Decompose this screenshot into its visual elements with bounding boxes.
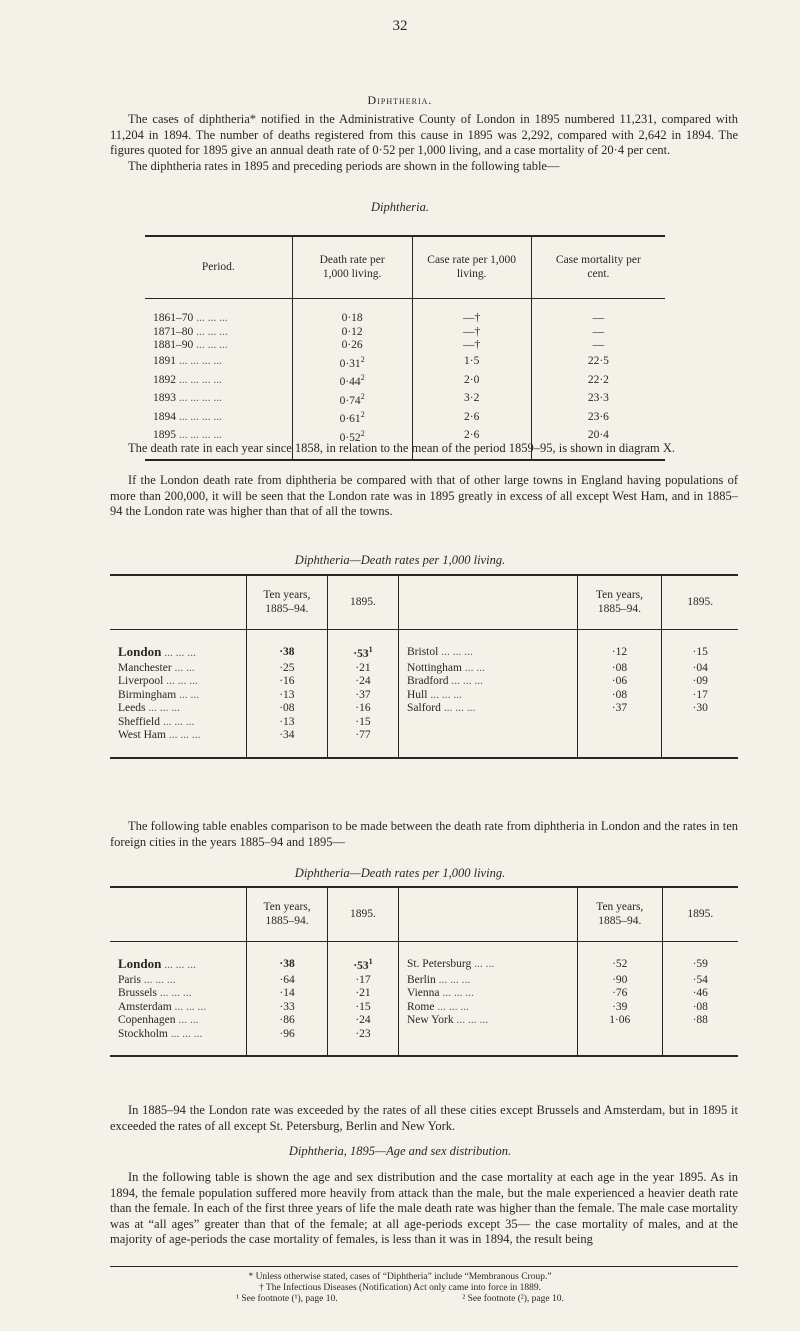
table-row: [145, 326, 665, 340]
spacer-cell: [110, 1041, 247, 1056]
row-label: [110, 689, 246, 703]
row-label: [145, 312, 292, 326]
year-1895-cell: ·17: [328, 974, 399, 988]
row-name: Sheffield: [118, 715, 160, 728]
row-label: [145, 390, 292, 408]
table-row: [145, 390, 665, 408]
header-death-rate: Death rate per 1,000 living.: [292, 236, 412, 298]
row-label: [110, 974, 247, 988]
case-mortality-cell: 23·3: [531, 390, 665, 408]
row-name: 1893: [153, 392, 176, 405]
row-label: [399, 689, 578, 703]
table-row: [145, 339, 665, 353]
leader-dots: ... ... ...: [167, 1027, 203, 1040]
row-name: Vienna: [406, 987, 440, 1000]
header-ten-years-left: Ten years, 1885–94.: [247, 887, 328, 941]
leader-dots: ... ... ... ...: [176, 410, 222, 423]
spacer-cell: [328, 1041, 399, 1056]
ten-years-cell: ·16: [246, 675, 327, 689]
paragraph-5: The following table enables comparison to be made between the death rate from diphtheria in London and the rates in ten foreign cities in the years 1885–94 and 1895—: [110, 819, 738, 849]
ten-years-cell: ·38: [247, 955, 328, 973]
row-name: Bradford: [407, 675, 449, 688]
row-name: London: [118, 643, 162, 659]
row-name: Copenhagen: [118, 1014, 176, 1027]
row-name: Salford: [407, 702, 441, 715]
leader-dots: ... ... ...: [435, 973, 471, 986]
year-1895-cell: ·37: [327, 689, 398, 703]
row-name: Brussels: [118, 987, 157, 1000]
year-1895-cell: ·46: [662, 987, 738, 1001]
spacer-cell: [110, 743, 246, 758]
table-row: [110, 675, 738, 689]
year-1895-cell: ·08: [662, 1001, 738, 1015]
spacer-cell: [662, 941, 738, 955]
leader-dots: ... ... ...: [165, 729, 201, 742]
row-label: [110, 729, 246, 743]
subheading: Diphtheria, 1895—Age and sex distribution.: [288, 1144, 512, 1158]
spacer-cell: [399, 629, 578, 643]
row-label: [110, 643, 246, 661]
death-rate-cell: $0\cdot 52^2$: [292, 427, 412, 445]
spacer-cell: [577, 629, 662, 643]
year-1895-cell: ·77: [327, 729, 398, 743]
header-ten-years-right: Ten years, 1885–94.: [577, 575, 662, 629]
leader-dots: ... ...: [175, 1014, 199, 1027]
case-mortality-cell: 20·4: [531, 427, 665, 445]
footnote-ref: 2: [360, 410, 365, 420]
year-1895-cell: ·15: [662, 643, 738, 661]
spacer-cell: [578, 1041, 663, 1056]
row-name: Rome: [406, 1000, 435, 1013]
row-name: 1892: [153, 373, 176, 386]
ten-years-cell: ·08: [577, 689, 662, 703]
ten-years-cell: ·37: [577, 702, 662, 716]
header-ten-years-left: Ten years, 1885–94.: [246, 575, 327, 629]
year-1895-cell: ·04: [662, 662, 738, 676]
ten-years-cell: ·25: [246, 662, 327, 676]
case-mortality-cell: —: [531, 339, 665, 353]
table-row: [110, 689, 738, 703]
empty-cell: [399, 729, 578, 743]
leader-dots: ... ... ...: [161, 646, 196, 659]
ten-years-cell: ·64: [247, 974, 328, 988]
ten-years-cell: ·33: [247, 1001, 328, 1015]
footnote-4: ² See footnote (²), page 10.: [462, 1294, 564, 1304]
paragraph-1: The cases of diphtheria* notified in the Administrative County of London in 1895 numbered 11,231, compared with 11,204 in 1894. The number of deaths registered from this cause in 1895 was 2,292, compared with 2,642 in 1894. The figures quoted for 1895 give an annual death rate of 0·52 per 1,000 living, and a case mortality of 20·4 per cent.: [110, 112, 738, 157]
row-label: [145, 353, 292, 371]
case-mortality-cell: —: [531, 326, 665, 340]
table1-caption: Diphtheria.: [371, 200, 429, 214]
row-label: [110, 1028, 247, 1042]
table-row: [110, 955, 738, 973]
row-name: New York: [406, 1014, 454, 1027]
leader-dots: ... ... ...: [427, 688, 462, 701]
ten-years-cell: ·06: [577, 675, 662, 689]
header-case-mortality: Case mortality per cent.: [531, 236, 665, 298]
row-name: Hull: [407, 688, 428, 701]
year-1895-cell: ·23: [328, 1028, 399, 1042]
year-1895-cell: ·15: [327, 716, 398, 730]
spacer-cell: [247, 941, 328, 955]
footnote-ref: 1: [368, 645, 373, 655]
spacer-cell: [246, 743, 327, 758]
footnote-3-4: [0, 1294, 800, 1305]
case-rate-cell: 2·6: [412, 408, 531, 426]
spacer-cell: [110, 629, 246, 643]
footnote-divider: [110, 1266, 738, 1267]
leader-dots: ... ... ...: [193, 312, 228, 325]
leader-dots: ... ... ... ...: [176, 373, 222, 386]
spacer-cell: [247, 1041, 328, 1056]
death-rate-cell: $0\cdot 74^2$: [292, 390, 412, 408]
death-rate-cell: $0\cdot 44^2$: [292, 371, 412, 389]
case-rate-cell: 1·5: [412, 353, 531, 371]
paragraph-4: If the London death rate from diphtheria be compared with that of other large towns in England having populations of more than 200,000, it will be seen that the London rate was in 1895 greatly in excess of all except West Ham, and in 1885–94 the London rate was higher than that of all the towns.: [110, 473, 738, 518]
row-name: Leeds: [118, 702, 146, 715]
ten-years-cell: ·14: [247, 987, 328, 1001]
spacer-cell: [110, 941, 247, 955]
row-label: [399, 675, 578, 689]
row-label: [398, 987, 577, 1001]
case-mortality-cell: 22·5: [531, 353, 665, 371]
row-name: London: [118, 955, 162, 971]
table-row: [145, 312, 665, 326]
empty-cell: [578, 1028, 663, 1042]
year-1895-cell: ·21: [328, 987, 399, 1001]
leader-dots: ... ... ... ...: [176, 355, 222, 368]
spacer-row: [110, 941, 738, 955]
case-rate-cell: 2·6: [412, 427, 531, 445]
ten-years-cell: ·52: [578, 955, 663, 973]
header-period: Period.: [201, 261, 235, 274]
case-rate-cell: —†: [412, 312, 531, 326]
page-number: 32: [392, 18, 408, 34]
spacer-cell: [577, 743, 662, 758]
section-title: Diphtheria.: [367, 93, 433, 107]
spacer-row: [110, 629, 738, 643]
leader-dots: ... ... ...: [145, 702, 180, 715]
table-row: [110, 729, 738, 743]
spacer-cell: [398, 1041, 577, 1056]
case-rate-cell: —†: [412, 326, 531, 340]
leader-dots: ... ...: [171, 661, 195, 674]
row-label: [399, 702, 578, 716]
row-name: Bristol: [407, 645, 439, 658]
spacer-cell: [145, 298, 292, 312]
table3-caption: Diphtheria—Death rates per 1,000 living.: [294, 866, 506, 880]
row-name: 1891: [153, 355, 176, 368]
spacer-cell: [246, 629, 327, 643]
row-label: [398, 1001, 577, 1015]
ten-years-cell: ·86: [247, 1014, 328, 1028]
table-row: [110, 974, 738, 988]
table-row: [110, 987, 738, 1001]
english-towns-table: [110, 574, 738, 759]
row-label: [145, 339, 292, 353]
table2-caption: Diphtheria—Death rates per 1,000 living.: [294, 553, 506, 567]
empty-cell: [662, 716, 738, 730]
table-row: [110, 1014, 738, 1028]
leader-dots: ... ... ...: [161, 958, 196, 971]
leader-dots: ... ... ...: [171, 1000, 207, 1013]
death-rate-cell: 0·18: [292, 312, 412, 326]
row-name: 1894: [153, 410, 176, 423]
case-mortality-cell: 23·6: [531, 408, 665, 426]
row-name: Stockholm: [118, 1027, 168, 1040]
ten-years-cell: ·13: [246, 689, 327, 703]
footnote-1: * Unless otherwise stated, cases of “Diphtheria” include “Membranous Croup.”: [248, 1272, 552, 1282]
row-label: [399, 643, 578, 661]
row-name: 1895: [153, 428, 176, 441]
row-name: St. Petersburg: [406, 957, 472, 970]
spacer-cell: [398, 941, 577, 955]
ten-years-cell: ·76: [578, 987, 663, 1001]
footnote-3: ¹ See footnote (¹), page 10.: [236, 1294, 338, 1304]
paragraph-7: In the following table is shown the age and sex distribution and the case mortality at each age in the year 1895. As in 1894, the female population suffered more heavily from attack than the male, but the male experienced a heavier death rate than the female. In each of the first three years of life the male death rate was higher than the female. The male case mortality was at “all ages” greater than that of the female; at all age-periods except 35— the case mortality of males, and at the majority of age-periods the case mortality of females, is less than it was in 1894, the result being: [110, 1170, 738, 1246]
leader-dots: ... ... ...: [156, 987, 192, 1000]
spacer-cell: [292, 298, 412, 312]
row-label: [110, 702, 246, 716]
spacer-row: [110, 1041, 738, 1056]
table-row: [110, 643, 738, 661]
row-label: [145, 371, 292, 389]
ten-years-cell: ·38: [246, 643, 327, 661]
spacer-cell: [327, 743, 398, 758]
year-1895-cell: ·15: [328, 1001, 399, 1015]
header-1895-right: 1895.: [662, 887, 738, 941]
empty-cell: [577, 716, 662, 730]
paragraph-2: The diphtheria rates in 1895 and preceding periods are shown in the following table—: [128, 159, 560, 173]
table-row: [110, 716, 738, 730]
row-label: [145, 408, 292, 426]
foreign-cities-table: [110, 886, 738, 1057]
row-name: Manchester: [118, 661, 172, 674]
row-name: West Ham: [118, 729, 166, 742]
row-name: 1871–80: [153, 325, 194, 338]
table-row: [145, 371, 665, 389]
diphtheria-rates-table: [145, 235, 665, 461]
spacer-cell: [399, 743, 578, 758]
leader-dots: ... ...: [176, 688, 200, 701]
spacer-cell: [531, 298, 665, 312]
row-label: [110, 716, 246, 730]
leader-dots: ... ... ...: [440, 702, 476, 715]
row-label: [110, 1001, 247, 1015]
row-label: [110, 675, 246, 689]
case-rate-cell: —†: [412, 339, 531, 353]
footnote-ref: 2: [360, 354, 365, 364]
leader-dots: ... ...: [461, 661, 485, 674]
footnote-2: † The Infectious Diseases (Notification) Act only came into force in 1889.: [258, 1283, 542, 1293]
spacer-cell: [327, 629, 398, 643]
table-row: [110, 702, 738, 716]
row-label: [110, 955, 247, 973]
death-rate-cell: $0\cdot 31^2$: [292, 353, 412, 371]
case-rate-cell: 3·2: [412, 390, 531, 408]
spacer-cell: [328, 941, 399, 955]
paragraph-3: The death rate in each year since 1858, in relation to the mean of the period 1859–95, is shown in diagram X.: [128, 441, 676, 455]
spacer-row: [110, 743, 738, 758]
row-name: Nottingham: [407, 661, 462, 674]
year-1895-cell: ·59: [662, 955, 738, 973]
row-label: [110, 662, 246, 676]
leader-dots: ... ... ...: [438, 645, 473, 658]
leader-dots: ... ... ...: [434, 1000, 469, 1013]
row-label: [398, 1014, 577, 1028]
leader-dots: ... ... ...: [439, 987, 474, 1000]
year-1895-cell: ·88: [662, 1014, 738, 1028]
case-rate-cell: 2·0: [412, 371, 531, 389]
header-1895-left: 1895.: [327, 575, 398, 629]
paragraph-6: In 1885–94 the London rate was exceeded by the rates of all these cities except Brussels and Amsterdam, but in 1895 it exceeded the rates of all except St. Petersburg, Berlin and New York.: [110, 1103, 738, 1133]
leader-dots: ... ... ...: [141, 973, 176, 986]
table-row: [110, 662, 738, 676]
table-row: [110, 1001, 738, 1015]
row-name: 1861–70: [153, 312, 194, 325]
year-1895-cell: ·24: [328, 1014, 399, 1028]
row-name: Berlin: [406, 973, 436, 986]
row-label: [399, 662, 578, 676]
ten-years-cell: 1·06: [578, 1014, 663, 1028]
row-name: Paris: [118, 973, 141, 986]
row-label: [398, 955, 577, 973]
row-label: [110, 987, 247, 1001]
leader-dots: ... ...: [471, 957, 495, 970]
header-case-rate: Case rate per 1,000 living.: [412, 236, 531, 298]
case-mortality-cell: 22·2: [531, 371, 665, 389]
header-1895-left: 1895.: [328, 887, 399, 941]
ten-years-cell: ·08: [577, 662, 662, 676]
empty-cell: [662, 1028, 738, 1042]
table-row: [145, 408, 665, 426]
ten-years-cell: ·39: [578, 1001, 663, 1015]
spacer-cell: [412, 298, 531, 312]
ten-years-cell: ·12: [577, 643, 662, 661]
leader-dots: ... ... ...: [163, 675, 198, 688]
row-name: Amsterdam: [118, 1000, 172, 1013]
spacer-cell: [578, 941, 663, 955]
table-row: [110, 1028, 738, 1042]
spacer-cell: [662, 743, 738, 758]
leader-dots: ... ... ...: [453, 1014, 489, 1027]
spacer-cell: [662, 629, 738, 643]
leader-dots: ... ... ...: [448, 675, 484, 688]
spacer-cell: [662, 1041, 738, 1056]
year-1895-cell: $\cdot 53^1$: [328, 955, 399, 973]
leader-dots: ... ... ...: [193, 339, 228, 352]
header-1895-right: 1895.: [662, 575, 738, 629]
leader-dots: ... ... ... ...: [176, 428, 222, 441]
year-1895-cell: ·16: [327, 702, 398, 716]
ten-years-cell: ·96: [247, 1028, 328, 1042]
death-rate-cell: 0·12: [292, 326, 412, 340]
footnote-ref: 1: [368, 957, 373, 967]
empty-cell: [399, 716, 578, 730]
year-1895-cell: $\cdot 53^1$: [327, 643, 398, 661]
ten-years-cell: ·34: [246, 729, 327, 743]
table-row: [145, 353, 665, 371]
ten-years-cell: ·90: [578, 974, 663, 988]
row-name: Birmingham: [118, 688, 177, 701]
year-1895-cell: ·24: [327, 675, 398, 689]
empty-cell: [662, 729, 738, 743]
row-label: [145, 326, 292, 340]
footnote-ref: 2: [360, 373, 365, 383]
year-1895-cell: ·17: [662, 689, 738, 703]
header-ten-years-right: Ten years, 1885–94.: [578, 887, 663, 941]
leader-dots: ... ... ...: [193, 325, 228, 338]
row-label: [398, 974, 577, 988]
year-1895-cell: ·21: [327, 662, 398, 676]
row-name: 1881–90: [153, 339, 194, 352]
year-1895-cell: ·30: [662, 702, 738, 716]
death-rate-cell: $0\cdot 61^2$: [292, 408, 412, 426]
year-1895-cell: ·54: [662, 974, 738, 988]
empty-cell: [577, 729, 662, 743]
empty-cell: [398, 1028, 577, 1042]
ten-years-cell: ·13: [246, 716, 327, 730]
death-rate-cell: 0·26: [292, 339, 412, 353]
leader-dots: ... ... ...: [159, 715, 195, 728]
footnote-ref: 2: [360, 391, 365, 401]
ten-years-cell: ·08: [246, 702, 327, 716]
row-name: Liverpool: [118, 675, 164, 688]
footnote-ref: 2: [360, 428, 365, 438]
case-mortality-cell: —: [531, 312, 665, 326]
leader-dots: ... ... ... ...: [176, 392, 222, 405]
row-label: [110, 1014, 247, 1028]
year-1895-cell: ·09: [662, 675, 738, 689]
spacer-row: [145, 298, 665, 312]
